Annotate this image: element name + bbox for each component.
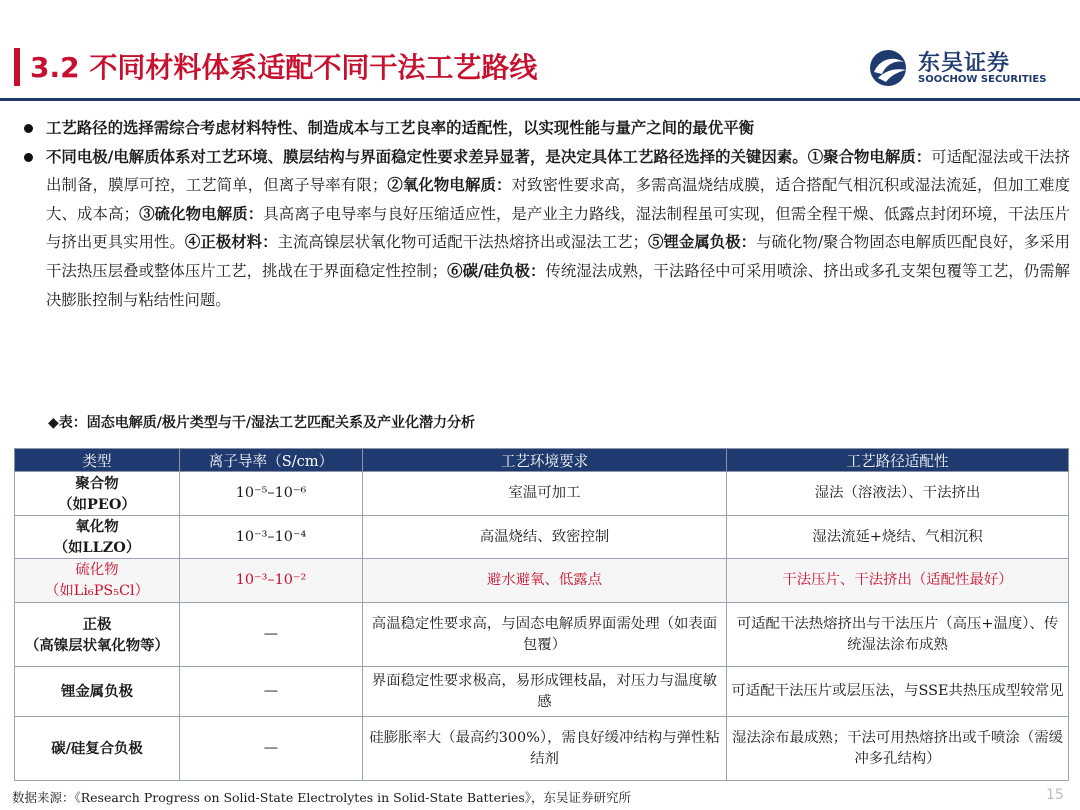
cathode-label: ④正极材料： xyxy=(184,233,278,252)
polymer-text: 可适配湿法或干法挤出制备，膜厚可控，工艺简单，但离子导率有限； xyxy=(46,147,1070,195)
column-header-route: 工艺路径适配性 xyxy=(727,449,1069,472)
route-cell: 可适配干法压片或层压法，与SSE共热压成型较常见 xyxy=(727,667,1069,717)
route-cell: 湿法涂布最成熟；干法可用热熔挤出或千喷涂（需缓冲多孔结构） xyxy=(727,717,1069,781)
table-caption: ◆表：固态电解质/极片类型与干/湿法工艺匹配关系及产业化潜力分析 xyxy=(48,415,475,431)
environment-cell: 界面稳定性要求极高，易形成锂枝晶，对压力与温度敏感 xyxy=(363,667,727,717)
table-row-highlighted xyxy=(15,559,1069,603)
type-name: 硫化物 xyxy=(75,561,119,578)
environment-cell: 高温烧结、致密控制 xyxy=(363,516,727,559)
table-row xyxy=(15,667,1069,717)
route-cell: 可适配干法热熔挤出与干法压片（高压+温度）、传统湿法涂布成熟 xyxy=(727,603,1069,667)
type-name: 锂金属负极 xyxy=(61,683,133,700)
sulfide-text: 具高离子电导率与良好压缩适应性，是产业主力路线，湿法制程虽可实现，但需全程干燥、低露点封闭环境，干法压片与挤出更具实用性。 xyxy=(46,204,1070,252)
bullet-item-1 xyxy=(18,114,1070,143)
title-accent-bar xyxy=(14,48,20,86)
logo-chinese-name: 东吴证券 xyxy=(918,51,1011,76)
sulfide-label: ③硫化物电解质： xyxy=(138,204,264,223)
type-name: 聚合物 xyxy=(75,474,119,492)
type-name: 氧化物 xyxy=(75,518,119,535)
silicon-anode-text: 传统湿法成熟，干法路径中可采用喷涂、挤出或多孔支架包覆等工艺，仍需解决膨胀控制与粘结性问题。 xyxy=(46,261,1070,309)
type-example: （如Li₆PS₅Cl） xyxy=(44,582,150,599)
type-example: （如LLZO） xyxy=(53,539,141,556)
table-row xyxy=(15,472,1069,516)
route-cell: 湿法流延+烧结、气相沉积 xyxy=(727,516,1069,559)
table-row xyxy=(15,603,1069,667)
column-header-conductivity: 离子导率（S/cm） xyxy=(180,449,363,472)
slide-header xyxy=(0,0,1080,100)
polymer-label: 。①聚合物电解质： xyxy=(792,147,932,166)
column-header-environment: 工艺环境要求 xyxy=(363,449,727,472)
environment-cell: 避水避氧、低露点 xyxy=(363,559,727,603)
type-cell xyxy=(15,667,180,717)
company-logo xyxy=(868,46,1068,90)
lithium-anode-label: ⑤锂金属负极： xyxy=(647,233,757,252)
type-cell xyxy=(15,717,180,781)
oxide-text: 对致密性要求高，多需高温烧结成膜，适合搭配气相沉积或湿法流延，但加工难度大、成本高； xyxy=(46,176,1070,223)
environment-cell: 高温稳定性要求高，与固态电解质界面需处理（如表面包覆） xyxy=(363,603,727,667)
table-row xyxy=(15,516,1069,559)
conductivity-cell: 10⁻⁵–10⁻⁶ xyxy=(180,472,363,516)
type-cell xyxy=(15,516,180,559)
lithium-anode-text: 与硫化物/聚合物固态电解质匹配良好，多采用干法热压层叠或整体压片工艺，挑战在于界面稳定性控制； xyxy=(46,233,1070,280)
type-name: 正极 xyxy=(82,615,112,633)
type-cell xyxy=(15,559,180,603)
soochow-logo-icon xyxy=(868,48,912,88)
route-cell: 湿法（溶液法）、干法挤出 xyxy=(727,472,1069,516)
conductivity-cell: 10⁻³–10⁻² xyxy=(180,559,363,603)
bullet-dot-icon xyxy=(24,124,33,133)
type-cell xyxy=(15,603,180,667)
source-note: 数据来源：《Research Progress on Solid-State Electrolytes in Solid-State Batteries》，东吴证券研究所 xyxy=(12,790,632,805)
bullet-dot-icon xyxy=(24,153,33,162)
bullet-text: 工艺路径的选择需综合考虑材料特性、制造成本与工艺良率的适配性，以实现性能与量产之间的最优平衡 xyxy=(46,119,754,137)
conductivity-cell: 10⁻³–10⁻⁴ xyxy=(180,516,363,559)
bullet-item-2 xyxy=(18,143,1070,315)
logo-english-name: SOOCHOW SECURITIES xyxy=(918,74,1047,85)
environment-cell: 室温可加工 xyxy=(363,472,727,516)
oxide-label: ②氧化物电解质： xyxy=(387,176,512,195)
silicon-anode-label: ⑥碳/硅负极： xyxy=(447,261,546,280)
process-matching-table xyxy=(14,448,1069,781)
bullet-list xyxy=(18,114,1070,314)
type-example: （如PEO） xyxy=(58,495,136,513)
type-example: （高镍层状氧化物等） xyxy=(25,636,169,654)
conductivity-cell: — xyxy=(180,667,363,717)
type-name: 碳/硅复合负极 xyxy=(51,740,143,757)
header-divider xyxy=(0,98,1080,101)
bullet-lead-text: 不同电极/电解质体系对工艺环境、膜层结构与界面稳定性要求差异显著，是决定具体工艺路径选择的关键因素 xyxy=(46,147,793,166)
page-title: 3.2 不同材料体系适配不同干法工艺路线 xyxy=(30,51,538,84)
conductivity-cell: — xyxy=(180,717,363,781)
column-header-type: 类型 xyxy=(15,449,180,472)
table-row xyxy=(15,717,1069,781)
route-cell: 干法压片、干法挤出（适配性最好） xyxy=(727,559,1069,603)
page-number: 15 xyxy=(1046,787,1064,803)
type-cell xyxy=(15,472,180,516)
cathode-text: 主流高镍层状氧化物可适配干法热熔挤出或湿法工艺； xyxy=(277,233,648,252)
conductivity-cell: — xyxy=(180,603,363,667)
table-header-row xyxy=(15,449,1069,472)
environment-cell: 硅膨胀率大（最高约300%），需良好缓冲结构与弹性粘结剂 xyxy=(363,717,727,781)
